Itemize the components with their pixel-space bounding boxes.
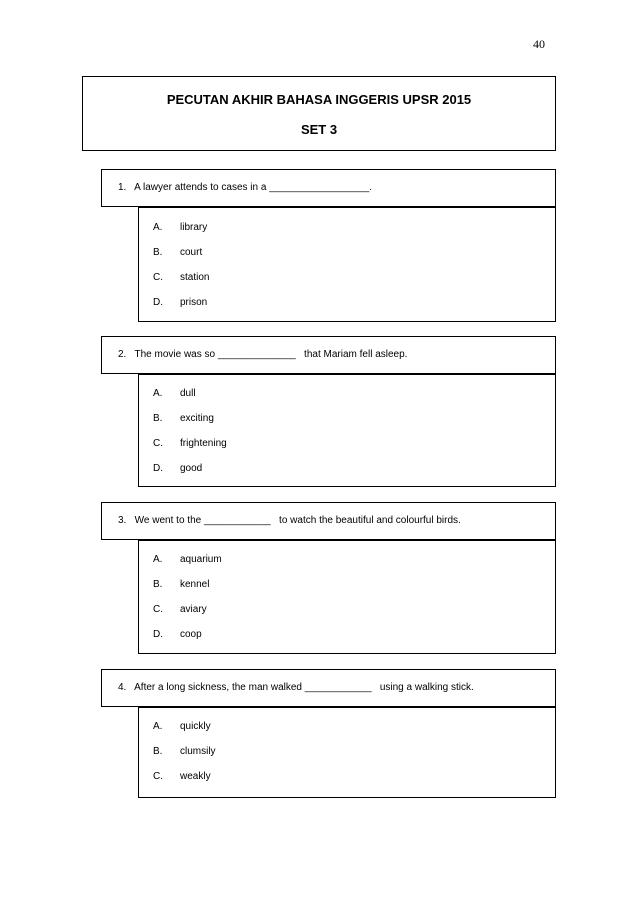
option-b <box>153 578 209 592</box>
option-letter: C. <box>153 272 163 283</box>
option-text: prison <box>180 297 208 308</box>
option-letter: B. <box>153 746 163 757</box>
option-text: station <box>180 272 210 283</box>
option-text: kennel <box>180 579 210 590</box>
option-c <box>153 437 227 451</box>
page-number: 40 <box>533 37 545 51</box>
option-letter: A. <box>153 388 163 399</box>
option-a <box>153 387 196 401</box>
option-text: aviary <box>180 604 207 615</box>
option-letter: C. <box>153 438 163 449</box>
option-a <box>153 720 211 734</box>
option-letter: D. <box>153 629 163 640</box>
option-letter: A. <box>153 554 163 565</box>
option-a <box>153 553 222 567</box>
option-d <box>153 296 207 310</box>
option-letter: B. <box>153 579 163 590</box>
option-letter: B. <box>153 247 163 258</box>
option-letter: C. <box>153 771 163 782</box>
option-text: quickly <box>180 721 211 732</box>
option-a <box>153 221 207 235</box>
question-2-options <box>138 374 556 487</box>
title-box <box>82 76 556 151</box>
option-text: frightening <box>180 438 227 449</box>
question-3-options <box>138 540 556 654</box>
option-b <box>153 246 202 260</box>
question-4-stem: 4. After a long sickness, the man walked ____________ using a walking stick. <box>101 669 556 707</box>
question-1-options <box>138 207 556 322</box>
option-letter: B. <box>153 413 163 424</box>
option-text: court <box>180 247 203 258</box>
option-text: coop <box>180 629 202 640</box>
option-letter: A. <box>153 222 163 233</box>
option-text: dull <box>180 388 196 399</box>
question-4-options <box>138 707 556 798</box>
option-letter: D. <box>153 297 163 308</box>
option-text: weakly <box>180 771 211 782</box>
option-d <box>153 628 202 642</box>
option-d <box>153 462 202 476</box>
option-letter: D. <box>153 463 163 474</box>
option-b <box>153 412 214 426</box>
option-letter: C. <box>153 604 163 615</box>
option-text: clumsily <box>180 746 216 757</box>
option-text: good <box>180 463 203 474</box>
option-text: library <box>180 222 208 233</box>
option-text: exciting <box>180 413 214 424</box>
option-c <box>153 271 209 285</box>
question-3-stem: 3. We went to the ____________ to watch the beautiful and colourful birds. <box>101 502 556 540</box>
set-label: SET 3 <box>300 122 338 137</box>
question-2-stem: 2. The movie was so ______________ that Mariam fell asleep. <box>101 336 556 374</box>
option-b <box>153 745 216 759</box>
question-1-stem: 1. A lawyer attends to cases in a __________________. <box>101 169 556 207</box>
option-text: aquarium <box>180 554 222 565</box>
option-letter: A. <box>153 721 163 732</box>
document-title: PECUTAN AKHIR BAHASA INGGERIS UPSR 2015 <box>166 92 472 107</box>
option-c <box>153 770 211 784</box>
option-c <box>153 603 207 617</box>
